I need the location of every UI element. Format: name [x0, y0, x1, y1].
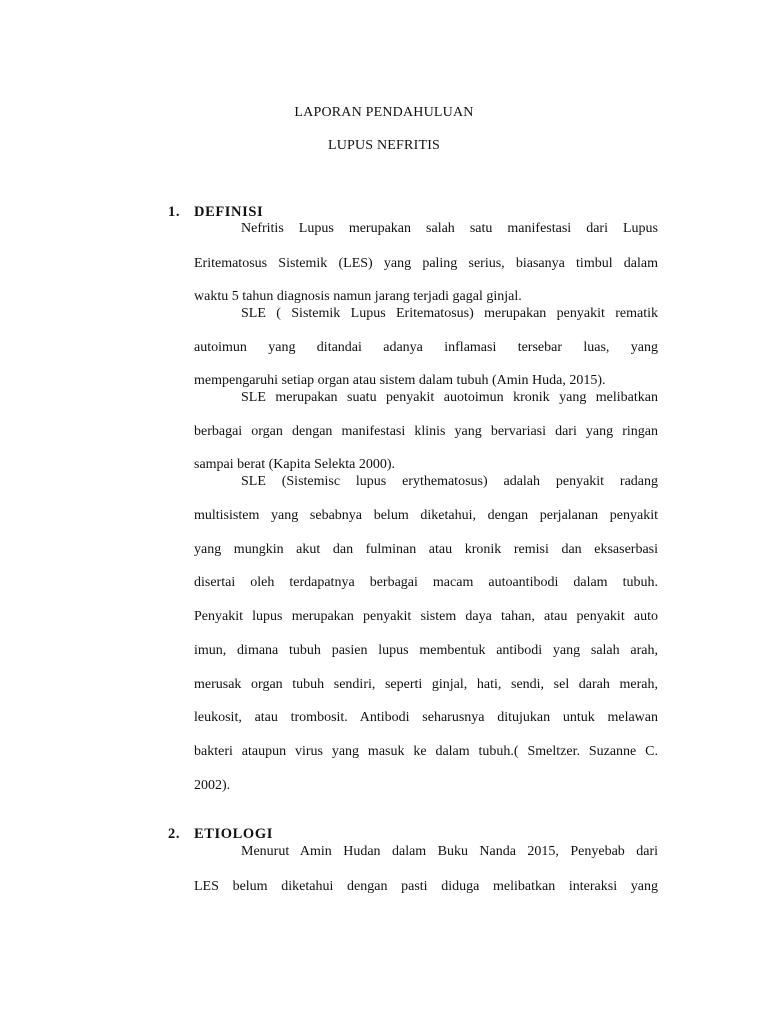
paragraph-line: bakteri ataupun virus yang masuk ke dalam tubuh.( Smeltzer. Suzanne C. — [194, 744, 658, 759]
paragraph-line: sampai berat (Kapita Selekta 2000). — [194, 457, 395, 472]
section-number: 2. — [168, 826, 181, 842]
paragraph-line: waktu 5 tahun diagnosis namun jarang terjadi gagal ginjal. — [194, 289, 522, 304]
paragraph-line: disertai oleh terdapatnya berbagai macam autoantibodi dalam tubuh. — [194, 575, 658, 590]
paragraph-line: berbagai organ dengan manifestasi klinis yang bervariasi dari yang ringan — [194, 424, 658, 439]
paragraph-line: LES belum diketahui dengan pasti diduga melibatkan interaksi yang — [194, 879, 658, 894]
paragraph-line: leukosit, atau trombosit. Antibodi seharusnya ditujukan untuk melawan — [194, 710, 658, 725]
paragraph-line: SLE (Sistemisc lupus erythematosus) adalah penyakit radang — [241, 474, 658, 489]
section-heading-etiologi — [168, 825, 273, 843]
paragraph-line: 2002). — [194, 778, 231, 793]
paragraph-line: SLE ( Sistemik Lupus Eritematosus) merupakan penyakit rematik — [241, 306, 658, 321]
section-title: ETIOLOGI — [194, 826, 273, 842]
paragraph-line: mempengaruhi setiap organ atau sistem dalam tubuh (Amin Huda, 2015). — [194, 373, 606, 388]
paragraph-line: yang mungkin akut dan fulminan atau kronik remisi dan eksaserbasi — [194, 542, 658, 557]
paragraph-line: Menurut Amin Hudan dalam Buku Nanda 2015, Penyebab dari — [241, 844, 658, 859]
document-subtitle: LUPUS NEFRITIS — [327, 138, 441, 153]
paragraph-line: merusak organ tubuh sendiri, seperti ginjal, hati, sendi, sel darah merah, — [194, 677, 658, 692]
paragraph-line: Nefritis Lupus merupakan salah satu manifestasi dari Lupus — [241, 221, 658, 236]
section-title: DEFINISI — [194, 204, 264, 220]
paragraph-line: SLE merupakan suatu penyakit auotoimun kronik yang melibatkan — [241, 390, 658, 405]
paragraph-line: multisistem yang sebabnya belum diketahui, dengan perjalanan penyakit — [194, 508, 658, 523]
document-title: LAPORAN PENDAHULUAN — [294, 105, 474, 120]
paragraph-line: autoimun yang ditandai adanya inflamasi tersebar luas, yang — [194, 340, 658, 355]
section-number: 1. — [168, 204, 181, 220]
paragraph-line: imun, dimana tubuh pasien lupus membentuk antibodi yang salah arah, — [194, 643, 658, 658]
paragraph-line: Eritematosus Sistemik (LES) yang paling serius, biasanya timbul dalam — [194, 256, 658, 271]
paragraph-line: Penyakit lupus merupakan penyakit sistem daya tahan, atau penyakit auto — [194, 609, 658, 624]
section-heading-definisi — [168, 203, 263, 221]
